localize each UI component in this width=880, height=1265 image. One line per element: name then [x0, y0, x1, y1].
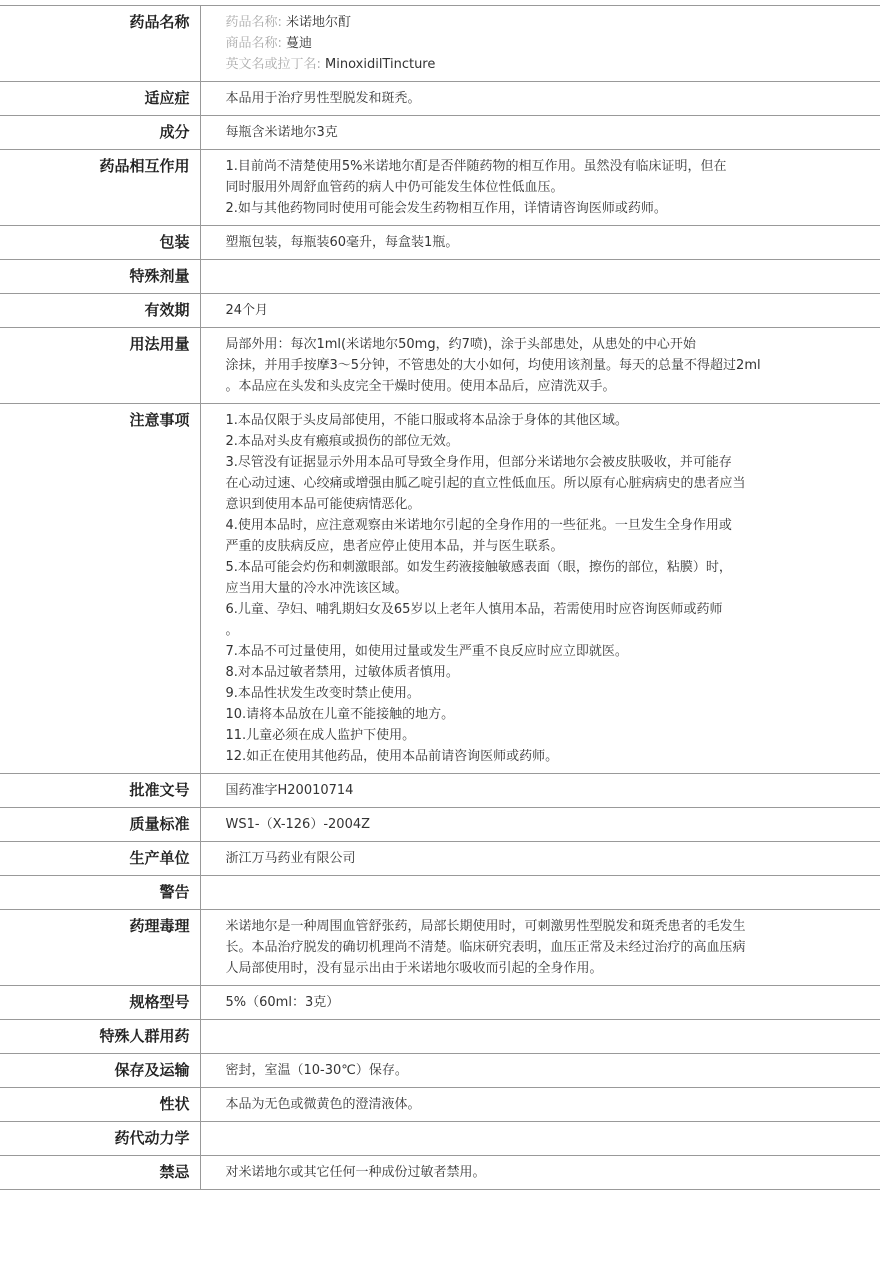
value-line: 。本品应在头发和头皮完全干燥时使用。使用本品后，应清洗双手。 — [225, 379, 616, 394]
value-line: 每瓶含米诺地尔3克 — [225, 125, 338, 140]
row-value — [200, 260, 880, 294]
value-line: 3.尽管没有证据显示外用本品可导致全身作用，但部分米诺地尔会被皮肤吸收，并可能存 — [225, 455, 732, 470]
row-label: 保存及运输 — [0, 1054, 200, 1088]
row-label: 规格型号 — [0, 986, 200, 1020]
value-line: 24个月 — [225, 303, 269, 318]
row-label: 性状 — [0, 1088, 200, 1122]
spec-row — [0, 404, 880, 774]
spec-row — [0, 116, 880, 150]
value-line: 本品为无色或微黄色的澄清液体。 — [225, 1097, 421, 1112]
row-label: 生产单位 — [0, 842, 200, 876]
row-value — [200, 294, 880, 328]
spec-row — [0, 150, 880, 226]
names-cell — [200, 6, 880, 82]
spec-row — [0, 842, 880, 876]
row-value — [200, 774, 880, 808]
spec-row — [0, 986, 880, 1020]
value-line: 国药准字H20010714 — [225, 783, 354, 798]
english-name-label: 英文名或拉丁名: — [225, 57, 321, 72]
value-line: 5%（60ml：3克） — [225, 995, 340, 1010]
generic-name-label: 药品名称: — [225, 15, 282, 30]
spec-row — [0, 260, 880, 294]
spec-row — [0, 1156, 880, 1190]
generic-name-value: 米诺地尔酊 — [286, 15, 352, 30]
value-line: 本品用于治疗男性型脱发和斑秃。 — [225, 91, 421, 106]
value-line: 7.本品不可过量使用，如使用过量或发生严重不良反应时应立即就医。 — [225, 644, 628, 659]
value-line: 意识到使用本品可能使病情恶化。 — [225, 497, 421, 512]
spec-row — [0, 294, 880, 328]
row-label: 包装 — [0, 226, 200, 260]
spec-row — [0, 774, 880, 808]
value-line: 涂抹，并用手按摩3～5分钟，不管患处的大小如何，均使用该剂量。每天的总量不得超过2ml — [225, 358, 761, 373]
english-name-line — [226, 54, 875, 75]
row-value — [200, 876, 880, 910]
value-line: 12.如正在使用其他药品，使用本品前请咨询医师或药师。 — [225, 749, 559, 764]
row-drug-names — [0, 6, 880, 82]
value-line: 4.使用本品时，应注意观察由米诺地尔引起的全身作用的一些征兆。一旦发生全身作用或 — [225, 518, 732, 533]
brand-name-line — [226, 33, 875, 54]
row-value — [200, 150, 880, 226]
row-label: 批准文号 — [0, 774, 200, 808]
value-line: 。 — [225, 623, 239, 638]
spec-row — [0, 328, 880, 404]
row-value — [200, 910, 880, 986]
row-value — [200, 116, 880, 150]
value-line: 米诺地尔是一种周围血管舒张药，局部长期使用时，可刺激男性型脱发和斑秃患者的毛发生 — [225, 919, 746, 934]
row-value — [200, 226, 880, 260]
row-label: 特殊剂量 — [0, 260, 200, 294]
brand-name-value: 蔓迪 — [286, 36, 313, 51]
row-label: 成分 — [0, 116, 200, 150]
row-label: 警告 — [0, 876, 200, 910]
value-line: WS1-（X-126）-2004Z — [225, 817, 371, 832]
row-value — [200, 808, 880, 842]
spec-row — [0, 226, 880, 260]
empty-value — [226, 266, 875, 287]
value-line: 5.本品可能会灼伤和刺激眼部。如发生药液接触敏感表面（眼，擦伤的部位，粘膜）时， — [225, 560, 732, 575]
row-label: 特殊人群用药 — [0, 1020, 200, 1054]
value-line: 2.本品对头皮有瘢痕或损伤的部位无效。 — [225, 434, 459, 449]
brand-name-label: 商品名称: — [225, 36, 282, 51]
row-label: 质量标准 — [0, 808, 200, 842]
row-label: 药理毒理 — [0, 910, 200, 986]
value-line: 9.本品性状发生改变时禁止使用。 — [225, 686, 420, 701]
value-line: 6.儿童、孕妇、哺乳期妇女及65岁以上老年人慎用本品，若需使用时应咨询医师或药师 — [225, 602, 723, 617]
value-line: 人局部使用时，没有显示出由于米诺地尔吸收而引起的全身作用。 — [225, 961, 603, 976]
value-line: 塑瓶包装，每瓶装60毫升，每盒装1瓶。 — [225, 235, 459, 250]
value-line: 对米诺地尔或其它任何一种成份过敏者禁用。 — [225, 1165, 486, 1180]
value-line: 同时服用外周舒血管药的病人中仍可能发生体位性低血压。 — [225, 180, 564, 195]
value-line: 密封，室温（10-30℃）保存。 — [225, 1063, 408, 1078]
empty-value — [226, 1026, 875, 1047]
value-line: 长。本品治疗脱发的确切机理尚不清楚。临床研究表明，血压正常及未经过治疗的高血压病 — [225, 940, 746, 955]
value-line: 严重的皮肤病反应，患者应停止使用本品，并与医生联系。 — [225, 539, 564, 554]
row-value — [200, 404, 880, 774]
row-value — [200, 1020, 880, 1054]
value-line: 浙江万马药业有限公司 — [225, 851, 356, 866]
spec-body — [0, 6, 880, 1190]
row-label: 注意事项 — [0, 404, 200, 774]
spec-row — [0, 1020, 880, 1054]
row-value — [200, 1054, 880, 1088]
empty-value — [226, 882, 875, 903]
spec-row — [0, 1088, 880, 1122]
row-label: 有效期 — [0, 294, 200, 328]
row-label: 药代动力学 — [0, 1122, 200, 1156]
row-label: 适应症 — [0, 82, 200, 116]
row-label: 药品名称 — [0, 6, 200, 82]
value-line: 1.目前尚不清楚使用5%米诺地尔酊是否伴随药物的相互作用。虽然没有临床证明，但在 — [225, 159, 727, 174]
spec-row — [0, 82, 880, 116]
spec-row — [0, 910, 880, 986]
row-value — [200, 1156, 880, 1190]
row-value — [200, 842, 880, 876]
spec-row — [0, 808, 880, 842]
row-label: 药品相互作用 — [0, 150, 200, 226]
row-value — [200, 1122, 880, 1156]
empty-value — [226, 1128, 875, 1149]
row-label: 禁忌 — [0, 1156, 200, 1190]
row-value — [200, 986, 880, 1020]
spec-row — [0, 1122, 880, 1156]
spec-row — [0, 876, 880, 910]
value-line: 局部外用：每次1ml(米诺地尔50mg，约7喷)，涂于头部患处，从患处的中心开始 — [225, 337, 696, 352]
row-label: 用法用量 — [0, 328, 200, 404]
value-line: 8.对本品过敏者禁用，过敏体质者慎用。 — [225, 665, 459, 680]
value-line: 在心动过速、心绞痛或增强由胍乙啶引起的直立性低血压。所以原有心脏病病史的患者应当 — [225, 476, 746, 491]
generic-name-line — [226, 12, 875, 33]
value-line: 11.儿童必须在成人监护下使用。 — [225, 728, 416, 743]
drug-spec-table — [0, 5, 880, 1190]
value-line: 2.如与其他药物同时使用可能会发生药物相互作用，详情请咨询医师或药师。 — [225, 201, 667, 216]
value-line: 10.请将本品放在儿童不能接触的地方。 — [225, 707, 455, 722]
value-line: 1.本品仅限于头皮局部使用，不能口服或将本品涂于身体的其他区域。 — [225, 413, 628, 428]
spec-row — [0, 1054, 880, 1088]
value-line: 应当用大量的冷水冲洗该区域。 — [225, 581, 408, 596]
english-name-value: MinoxidilTincture — [325, 57, 436, 72]
row-value — [200, 328, 880, 404]
row-value — [200, 82, 880, 116]
row-value — [200, 1088, 880, 1122]
